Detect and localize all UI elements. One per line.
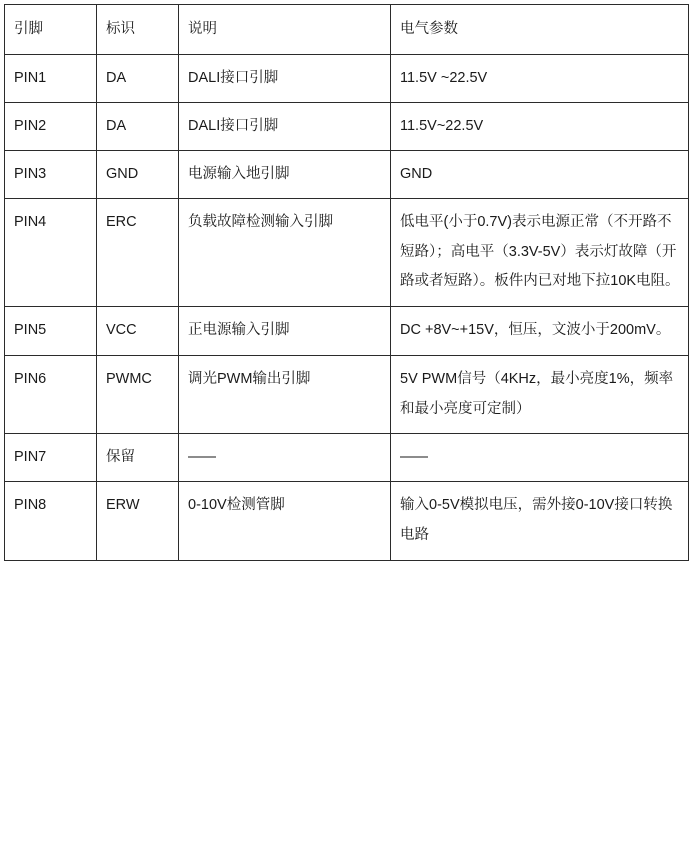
- cell-electrical: DC +8V~+15V，恒压，文波小于200mV。: [391, 307, 689, 356]
- cell-electrical: GND: [391, 151, 689, 199]
- cell-pin: PIN5: [5, 307, 97, 356]
- cell-electrical: ——: [391, 434, 689, 482]
- cell-description: 负载故障检测输入引脚: [179, 199, 391, 307]
- cell-id: VCC: [97, 307, 179, 356]
- table-row: [5, 307, 689, 356]
- table-row: [5, 151, 689, 199]
- cell-id: DA: [97, 55, 179, 103]
- cell-description: 0-10V检测管脚: [179, 482, 391, 560]
- cell-pin: PIN3: [5, 151, 97, 199]
- cell-electrical: 11.5V~22.5V: [391, 103, 689, 151]
- cell-pin: PIN8: [5, 482, 97, 560]
- cell-pin: PIN2: [5, 103, 97, 151]
- table-row: [5, 199, 689, 307]
- table-row: [5, 434, 689, 482]
- pin-definition-table: [4, 4, 689, 561]
- cell-id: 保留: [97, 434, 179, 482]
- cell-description: ——: [179, 434, 391, 482]
- cell-id: ERC: [97, 199, 179, 307]
- cell-pin: PIN1: [5, 55, 97, 103]
- cell-electrical: 5V PWM信号（4KHz，最小亮度1%，频率和最小亮度可定制）: [391, 355, 689, 433]
- document-page: [0, 4, 694, 845]
- column-header-id: 标识: [97, 5, 179, 55]
- cell-id: DA: [97, 103, 179, 151]
- cell-description: DALI接口引脚: [179, 103, 391, 151]
- table-row: [5, 55, 689, 103]
- column-header-pin: 引脚: [5, 5, 97, 55]
- cell-electrical: 11.5V ~22.5V: [391, 55, 689, 103]
- cell-pin: PIN6: [5, 355, 97, 433]
- cell-id: ERW: [97, 482, 179, 560]
- cell-description: 调光PWM输出引脚: [179, 355, 391, 433]
- cell-electrical: 低电平(小于0.7V)表示电源正常（不开路不短路）；高电平（3.3V-5V）表示灯故障（开路或者短路）。板件内已对地下拉10K电阻。: [391, 199, 689, 307]
- cell-description: 正电源输入引脚: [179, 307, 391, 356]
- cell-electrical: 输入0-5V模拟电压，需外接0-10V接口转换电路: [391, 482, 689, 560]
- table-row: [5, 482, 689, 560]
- cell-pin: PIN4: [5, 199, 97, 307]
- table-row: [5, 103, 689, 151]
- column-header-electrical: 电气参数: [391, 5, 689, 55]
- cell-description: DALI接口引脚: [179, 55, 391, 103]
- cell-pin: PIN7: [5, 434, 97, 482]
- cell-description: 电源输入地引脚: [179, 151, 391, 199]
- cell-id: PWMC: [97, 355, 179, 433]
- table-row: [5, 355, 689, 433]
- table-header-row: [5, 5, 689, 55]
- cell-id: GND: [97, 151, 179, 199]
- column-header-description: 说明: [179, 5, 391, 55]
